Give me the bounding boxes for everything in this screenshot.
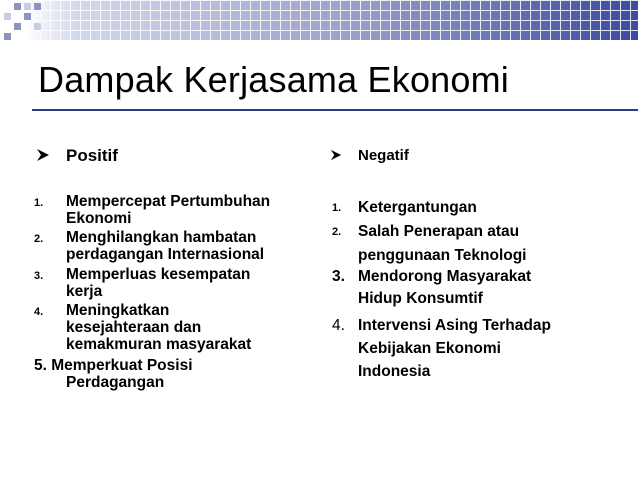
header-grid	[0, 0, 638, 40]
decorative-squares	[0, 0, 60, 44]
arrowhead-bullet-icon	[330, 147, 342, 165]
negative-heading: Negatif	[330, 147, 530, 167]
title-underline	[32, 109, 638, 111]
arrowhead-bullet-icon	[36, 146, 50, 167]
positive-heading: Positif	[36, 146, 236, 168]
slide-title: Dampak Kerjasama Ekonomi	[38, 59, 509, 100]
